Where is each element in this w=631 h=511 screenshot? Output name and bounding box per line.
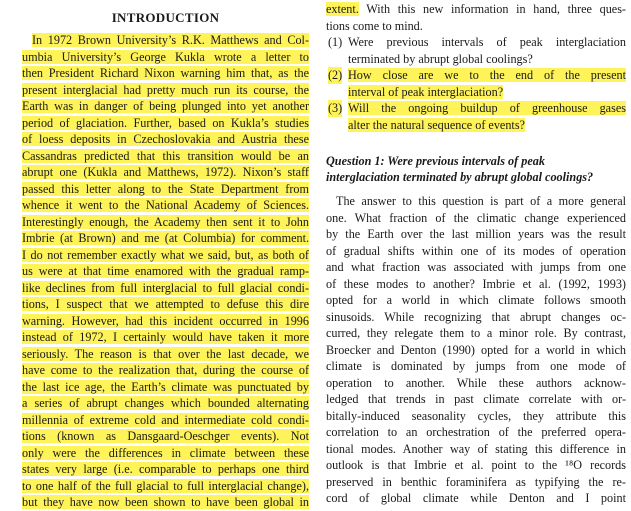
question-1-paragraph [326, 193, 626, 507]
text-line: whence it went to the National Academy of Sciences. [22, 198, 309, 212]
text-line: outlook is that Imbrie et al. point to the ¹⁸O records [326, 458, 626, 472]
question-text: terminated by abrupt global coolings? [348, 51, 533, 66]
question-number: (1) [328, 35, 343, 49]
text-line: seriously. The reason is that over the last decade, we [22, 346, 309, 361]
continuation-line: extent. With this new information in hand, three ques- [326, 2, 626, 16]
text-line: umbia University’s George Kukla wrote a letter to [22, 49, 309, 64]
text-line: In 1972 Brown University’s R.K. Matthews and Col- [32, 33, 309, 47]
text-line: abrupt one (Kukla and Matthews, 1972). Nixon’s staff [22, 165, 309, 179]
highlighted-word: extent. [326, 2, 359, 16]
text-line: sinusoids. While recognizing that abrupt changes oc- [326, 309, 626, 324]
text-line: a series of abrupt changes which bounded alternating [22, 396, 309, 410]
text-line: of these modes to another? Imbrie et al. (1992, 1993) [326, 276, 626, 291]
text-line: states very large (i.e. comparable to perhaps one third [22, 462, 309, 476]
text-line: curred, they relegate them to a minor role. By contrast, [326, 326, 626, 340]
left-column [22, 0, 309, 511]
question-text: Were previous intervals of peak interglaciation [348, 35, 626, 49]
question-item [326, 34, 626, 67]
text-line: I do not remember exactly what we said, but, as both of [22, 247, 309, 262]
text-line: ledged that trends in past climate correlate with or- [326, 392, 626, 406]
question-text: alter the natural sequence of events? [348, 117, 525, 132]
text-line: warning. However, had this incident occurred in 1996 [22, 313, 309, 328]
text-line: only were the differences in climate between these [22, 445, 309, 460]
text-line: one. What fraction of the climatic change experienced [326, 210, 626, 225]
question-text: Will the ongoing buildup of greenhouse gases [348, 101, 626, 115]
text-line: tions, I suspect that we attempted to defuse this dire [22, 297, 309, 311]
text-line: and what fraction was associated with jumps from one [326, 260, 626, 274]
question-number: (2) [328, 68, 343, 82]
question-text: interval of peak interglaciation? [348, 84, 504, 99]
text-line: present interglacial had pretty much run its course, the [22, 82, 309, 97]
question-item [326, 100, 626, 133]
text-line: Earth was in danger of being plunged into yet another [22, 99, 309, 113]
text-line: millennia of extreme cold and intermediate cold condi- [22, 412, 309, 427]
text-line: us were at that time enamored with the gradual ramp- [22, 264, 309, 278]
text-line: have come to the realization that, during the course of [22, 363, 309, 377]
text-line: Interestingly enough, the Academy then sent it to John [22, 214, 309, 229]
text-line: period of glaciation. Further, based on Kukla’s studies [22, 115, 309, 130]
text-line: operation to another. While these authors acknow- [326, 375, 626, 390]
question-number: (3) [328, 101, 343, 115]
text-line: Imbrie (at Brown) and me (at Columbia) for comment. [22, 231, 309, 245]
question-list [326, 34, 626, 133]
text-line: tions (known as Dansgaard-Oeschger events). Not [22, 429, 309, 443]
text-line: cord of global climate while Denton and I point [326, 491, 626, 505]
text-line: passed this letter along to the State Department from [22, 181, 309, 196]
text-line: but they have now been shown to have been global in [22, 495, 309, 509]
section-heading: INTRODUCTION [111, 10, 220, 25]
text-line: of gradual shifts within one of its modes of operation [326, 243, 626, 258]
text-line: the last ice age, the Earth’s climate was punctuated by [22, 379, 309, 394]
text-line: tional modes. Another way of stating this difference in [326, 441, 626, 456]
right-column [326, 0, 626, 507]
text-line: Cassandras predicted that this transition would be an [22, 148, 309, 163]
text-line: bitally-induced seasonality cycles, they attribute this [326, 408, 626, 423]
text-line: by the Earth over the last million years was the result [326, 227, 626, 241]
text-line: Broecker and Denton (1990) opted for a world in which [326, 342, 626, 357]
question-text: How close are we to the end of the present [348, 68, 626, 82]
text-line: like declines from full interglacial to full glacial condi- [22, 280, 309, 295]
text-line: correlation to an orchestration of the preferred opera- [326, 425, 626, 439]
text-line: opted for a world in which climate follows smooth [326, 293, 626, 307]
text-line: then President Richard Nixon warning him that, as the [22, 66, 309, 80]
question-item [326, 67, 626, 100]
text-line: to one half of the full glacial to full interglacial change), [22, 478, 309, 493]
text-line: preserved in benthic foraminifera as typifying the re- [326, 474, 626, 489]
text-line: climate is dominated by jumps from one mode of [326, 359, 626, 373]
text-line: The answer to this question is part of a more general [336, 194, 626, 208]
text-line: of loess deposits in Czechoslovakia and Austria these [22, 132, 309, 146]
introduction-paragraph [22, 32, 309, 511]
text-line: instead of 1972, I certainly would have taken it more [22, 330, 309, 344]
continuation-line: tions come to mind. [326, 18, 423, 33]
question-1-heading: Question 1: Were previous intervals of peak interglaciation terminated by abrupt global coolings? [326, 154, 594, 184]
